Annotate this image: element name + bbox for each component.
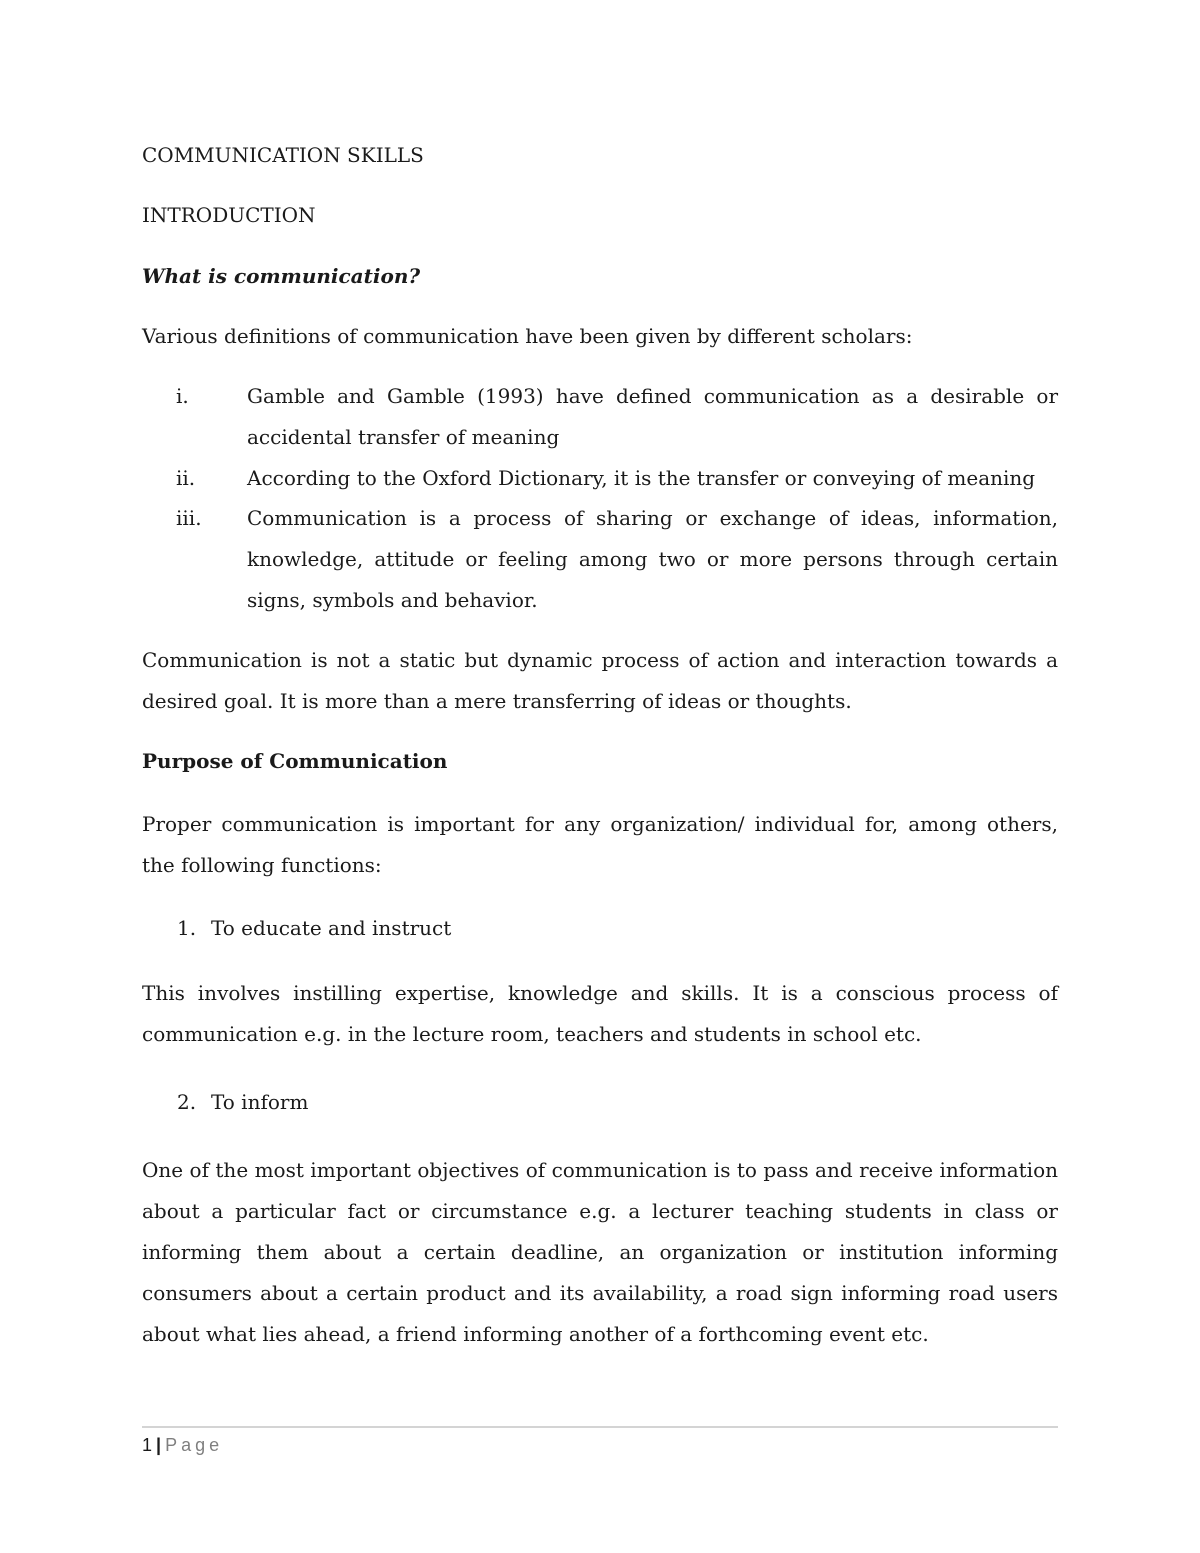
page-number: 1 <box>142 1435 153 1455</box>
list-marker: i. <box>176 384 189 408</box>
list-marker: iii. <box>176 506 202 530</box>
list-marker: 1. <box>177 916 197 940</box>
footer-divider <box>142 1426 1058 1428</box>
definition-text: According to the Oxford Dictionary, it is the transfer or conveying of meaning <box>247 466 1036 490</box>
definition-item <box>142 498 1058 621</box>
purpose-heading: Purpose of Communication <box>142 749 448 773</box>
purpose-intro-paragraph: Proper communication is important for any organization/ individual for, among others, the following functions: <box>142 812 1058 877</box>
list-marker: ii. <box>176 466 196 490</box>
page-label: Page <box>165 1435 224 1455</box>
function-description: One of the most important objectives of communication is to pass and receive information about a particular fact or circumstance e.g. a lecturer teaching students in class or informing them about a certain deadline, an organization or institution informing consumers about a certain product and its availability, a road sign informing road users about what lies ahead, a friend informing another of a forthcoming event etc. <box>142 1158 1058 1346</box>
definition-item <box>142 376 1058 458</box>
function-item <box>142 908 1058 949</box>
function-description: This involves instilling expertise, knowledge and skills. It is a conscious process of communication e.g. in the lecture room, teachers and students in school etc. <box>142 981 1058 1046</box>
page-footer <box>142 1432 223 1458</box>
function-label: To inform <box>211 1090 309 1114</box>
function-item <box>142 1082 1058 1123</box>
definition-text: Gamble and Gamble (1993) have defined communication as a desirable or accidental transfer of meaning <box>247 384 1058 449</box>
section-heading-introduction: INTRODUCTION <box>142 203 316 227</box>
document-title: COMMUNICATION SKILLS <box>142 143 424 167</box>
footer-separator: | <box>156 1435 162 1455</box>
definition-text: Communication is a process of sharing or exchange of ideas, information, knowledge, attitude or feeling among two or more persons through certain signs, symbols and behavior. <box>247 506 1058 612</box>
dynamic-process-paragraph: Communication is not a static but dynamic process of action and interaction towards a desired goal. It is more than a mere transferring of ideas or thoughts. <box>142 648 1058 713</box>
question-heading: What is communication? <box>142 264 421 288</box>
definition-item <box>142 458 1058 499</box>
list-marker: 2. <box>177 1090 197 1114</box>
function-label: To educate and instruct <box>211 916 452 940</box>
intro-sentence: Various definitions of communication have been given by different scholars: <box>142 324 913 348</box>
